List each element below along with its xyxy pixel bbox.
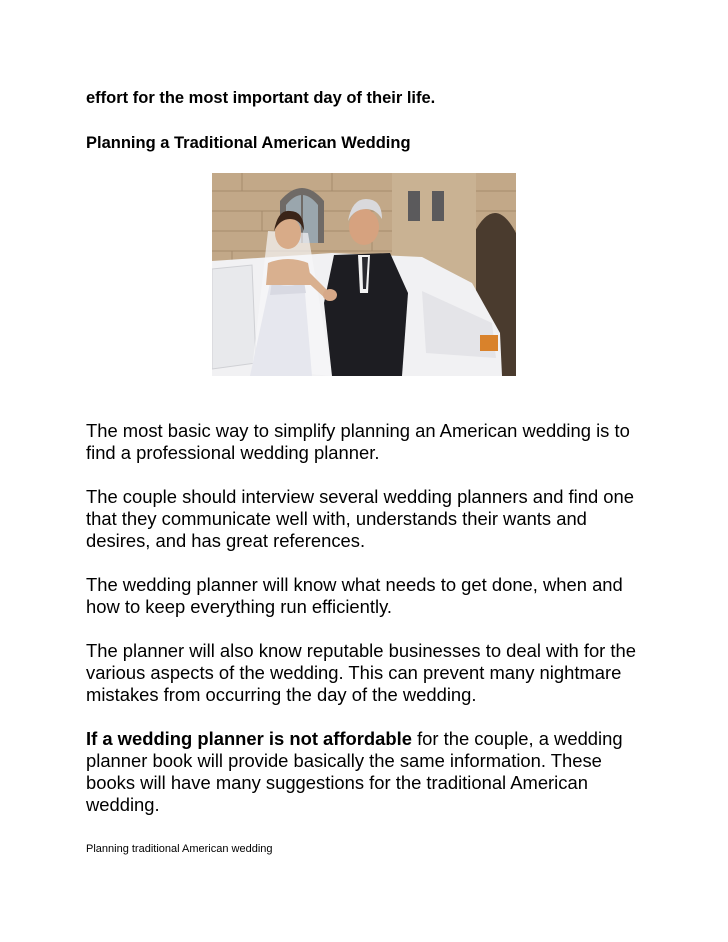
paragraph-5-rest: for the couple, a wedding planner book will provide basically the same information. These books will have many suggestions for the traditional American wedding. — [86, 728, 623, 815]
wedding-photo — [212, 173, 516, 376]
page-footer: Planning traditional American wedding — [86, 843, 273, 855]
paragraph-1: The most basic way to simplify planning an American wedding is to find a professional wedding planner. — [86, 420, 630, 463]
body-text — [86, 420, 656, 838]
paragraph-3: The wedding planner will know what needs to get done, when and how to keep everything run efficiently. — [86, 574, 623, 617]
paragraph-4: The planner will also know reputable businesses to deal with for the various aspects of the wedding. This can prevent many nightmare mistakes from occurring the day of the wedding. — [86, 640, 636, 705]
section-heading: Planning a Traditional American Wedding — [86, 134, 411, 152]
intro-line: effort for the most important day of their life. — [86, 89, 436, 107]
paragraph-5 — [86, 728, 656, 816]
paragraph-5-bold-lead: If a wedding planner is not affordable — [86, 728, 412, 749]
paragraph-2: The couple should interview several wedding planners and find one that they communicate well with, understands their wants and desires, and has great references. — [86, 486, 634, 551]
